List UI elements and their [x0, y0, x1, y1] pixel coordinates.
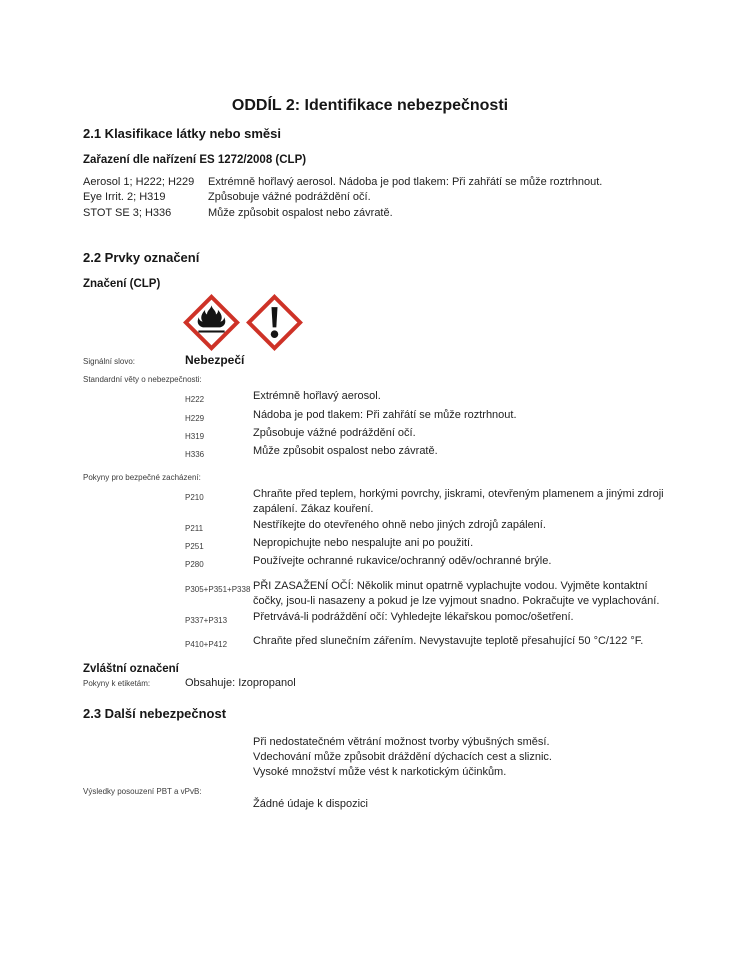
classification-text: Extrémně hořlavý aerosol. Nádoba je pod tlakem: Při zahřátí se může roztrhnout.: [208, 176, 603, 188]
spacer: [83, 689, 676, 706]
page-title: ODDÍL 2: Identifikace nebezpečnosti: [231, 97, 509, 114]
classification-table: [83, 175, 676, 221]
precautionary-code: P210: [185, 492, 204, 502]
signal-word-label: Signální slovo:: [83, 357, 136, 367]
pbt-assessment-value: Žádné údaje k dispozici: [253, 797, 368, 810]
classification-row: [83, 206, 676, 221]
precautionary-code: P211: [185, 523, 204, 533]
classification-code: Eye Irrit. 2; H319: [83, 191, 166, 204]
hazard-text: Může způsobit ospalost nebo závratě.: [253, 445, 438, 458]
classification-text: Způsobuje vážné podráždění očí.: [208, 191, 371, 204]
hazard-statements-table: [185, 389, 676, 463]
precautionary-code: P280: [185, 560, 204, 570]
precautionary-text: Nestříkejte do otevřeného ohně nebo jiných zdrojů zapálení.: [253, 518, 546, 531]
precautionary-statements-table: [185, 487, 676, 653]
labelling-clp-subheading: Značení (CLP): [83, 278, 161, 291]
hazard-statements-label: Standardní věty o nebezpečnosti:: [83, 375, 202, 385]
precautionary-code: P251: [185, 542, 204, 552]
ghs-exclamation-pictogram-icon: [246, 294, 303, 351]
hazard-code: H336: [185, 450, 205, 460]
hazard-statement-row: [185, 426, 676, 444]
hazard-text: Způsobuje vážné podráždění očí.: [253, 427, 416, 440]
precautionary-text: Chraňte před slunečním zářením. Nevystavujte teplotě přesahující 50 °C/122 °F.: [253, 635, 644, 648]
section-2-2-heading: 2.2 Prvky označení: [83, 250, 200, 266]
precautionary-text: Používejte ochranné rukavice/ochranný oděv/ochranné brýle.: [253, 555, 552, 568]
other-hazards-line: Vdechování může způsobit dráždění dýchacích cest a sliznic.: [253, 750, 552, 763]
hazard-code: H229: [185, 413, 205, 423]
label-instructions-row: [83, 677, 676, 689]
hazard-text: Nádoba je pod tlakem: Při zahřátí se může roztrhnout.: [253, 408, 517, 421]
document-content: [0, 126, 740, 812]
spacer: [83, 238, 676, 250]
classification-code: STOT SE 3; H336: [83, 206, 172, 219]
precautionary-statement-row: [185, 634, 676, 652]
hazard-statement-row: [185, 444, 676, 462]
signal-word-value: Nebezpečí: [185, 353, 245, 368]
special-labelling-heading: Zvláštní označení: [83, 662, 179, 675]
hazard-code: H222: [185, 395, 205, 405]
precautionary-text: Nepropichujte nebo nespalujte ani po použití.: [253, 537, 474, 550]
hazard-statement-row: [185, 389, 676, 407]
precautionary-text: Přetrvává-li podráždění očí: Vyhledejte lékařskou pomoc/ošetření.: [253, 610, 574, 623]
precautionary-statements-label: Pokyny pro bezpečné zacházení:: [83, 472, 201, 482]
precautionary-text: Chraňte před teplem, horkými povrchy, jiskrami, otevřeným plamenem a jinými zdroji zapálení. Zákaz kouření.: [253, 487, 664, 516]
precautionary-text: PŘI ZASAŽENÍ OČÍ: Několik minut opatrně vyplachujte vodou. Vyjměte kontaktní čočky, jsou-li nasazeny a pokud je lze vyjmout snadno. Pokračujte ve vyplachování.: [253, 579, 660, 608]
classification-row: [83, 190, 676, 205]
hazard-statement-row: [185, 408, 676, 426]
label-instructions-value: Obsahuje: Izopropanol: [185, 676, 296, 689]
hazard-text: Extrémně hořlavý aerosol.: [253, 390, 381, 403]
precautionary-code: P410+P412: [185, 640, 228, 650]
classification-text: Může způsobit ospalost nebo závratě.: [208, 206, 393, 219]
classification-row: [83, 175, 676, 190]
precautionary-statement-row: [185, 554, 676, 572]
precautionary-code: P305+P351+P338: [185, 584, 251, 594]
ghs-pictograms: [183, 294, 676, 351]
other-hazards-line: Při nedostatečném větrání možnost tvorby výbušných směsí.: [253, 735, 550, 748]
precautionary-statement-row: [185, 487, 676, 518]
label-instructions-label: Pokyny k etiketám:: [83, 678, 151, 688]
other-hazards-line: Vysoké množství může vést k narkotickým účinkům.: [253, 766, 507, 779]
clp-regulation-subheading: Zařazení dle nařízení ES 1272/2008 (CLP): [83, 154, 307, 166]
signal-word-row: [83, 353, 676, 367]
hazard-code: H319: [185, 432, 205, 442]
ghs-flame-pictogram-icon: [183, 294, 240, 351]
precautionary-statement-row: [185, 536, 676, 554]
section-2-3-heading: 2.3 Další nebezpečnost: [83, 705, 227, 721]
precautionary-statement-row: [185, 579, 676, 610]
section-2-1-heading: 2.1 Klasifikace látky nebo směsi: [83, 126, 281, 141]
classification-code: Aerosol 1; H222; H229: [83, 176, 195, 188]
precautionary-statement-row: [185, 610, 676, 628]
precautionary-statement-row: [185, 518, 676, 536]
precautionary-code: P337+P313: [185, 615, 228, 625]
pbt-assessment-label: Výsledky posouzení PBT a vPvB:: [83, 786, 202, 796]
